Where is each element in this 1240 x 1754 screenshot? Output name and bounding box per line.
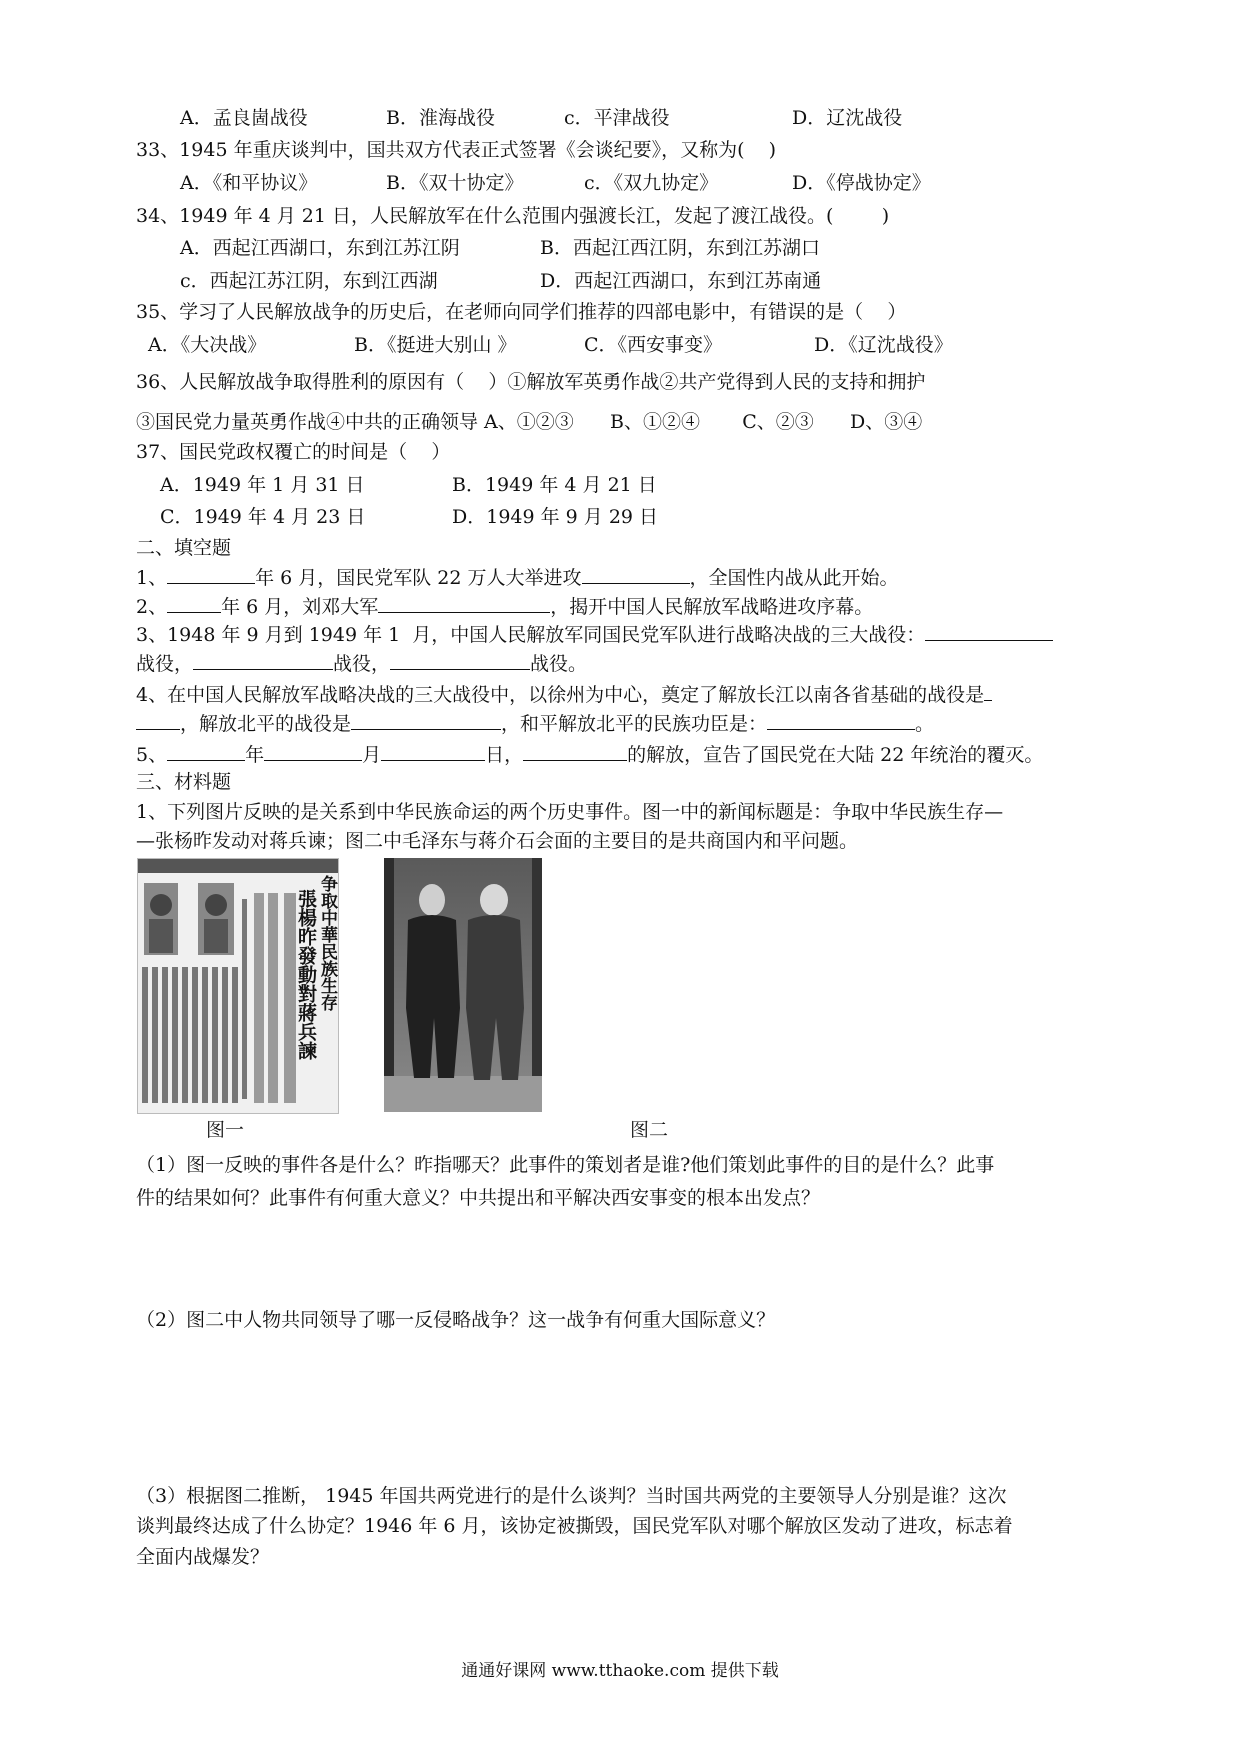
material-intro-line2: —张杨昨发动对蒋兵谏；图二中毛泽东与蒋介石会面的主要目的是共商国内和平问题。 bbox=[136, 830, 859, 852]
q32-option-b: B．淮海战役 bbox=[386, 107, 495, 129]
fill-heading: 二、填空题 bbox=[136, 537, 232, 559]
q37-option-a: A．1949 年 1 月 31 日 bbox=[160, 474, 365, 496]
material-q1-line1: （1）图一反映的事件各是什么？昨指哪天？此事件的策划者是谁?他们策划此事件的目的是什么？此事 bbox=[136, 1154, 995, 1176]
fill-q5-blank3 bbox=[381, 742, 485, 761]
fill-q3-blank2 bbox=[193, 651, 333, 670]
q32-option-c: c．平津战役 bbox=[564, 107, 670, 129]
fill-q1-text3: ，全国性内战从此开始。 bbox=[689, 567, 899, 589]
q37-option-c: C．1949 年 4 月 23 日 bbox=[160, 506, 366, 528]
q33-stem: 33、1945 年重庆谈判中，国共双方代表正式签署《会谈纪要》，又称为( ) bbox=[136, 139, 777, 161]
fill-q1-text1: 1、 bbox=[136, 567, 168, 589]
q35-stem: 35、学习了人民解放战争的历史后，在老师向同学们推荐的四部电影中，有错误的是（ ） bbox=[136, 301, 907, 323]
q35-option-a: A．《大决战》 bbox=[148, 334, 267, 356]
material-intro-line1: 1、下列图片反映的是关系到中华民族命运的两个历史事件。图一中的新闻标题是：争取中华民族生存— bbox=[136, 801, 1004, 823]
fill-q5-text2: 年 bbox=[245, 744, 265, 766]
q35-option-c: C．《西安事变》 bbox=[584, 334, 723, 356]
material-q3-line1: （3）根据图二推断， 1945 年国共两党进行的是什么谈判？当时国共两党的主要领导人分别是谁？这次 bbox=[136, 1485, 1007, 1507]
material-q2: （2）图二中人物共同领导了哪一反侵略战争？这一战争有何重大国际意义？ bbox=[136, 1309, 776, 1331]
q35-option-b: B．《挺进大别山 》 bbox=[354, 334, 517, 356]
fill-q3-line2 bbox=[136, 651, 587, 677]
q32-option-a: A．孟良崮战役 bbox=[180, 107, 308, 129]
fill-q3-text4: 战役。 bbox=[530, 653, 588, 675]
q36-line1: 36、人民解放战争取得胜利的原因有（ ）①解放军英勇作战②共产党得到人民的支持和拥护 bbox=[136, 371, 926, 393]
material-q3-line3: 全面内战爆发？ bbox=[136, 1546, 270, 1568]
q34-option-c: c．西起江苏江阴，东到江西湖 bbox=[180, 270, 438, 292]
q37-option-d: D．1949 年 9 月 29 日 bbox=[452, 506, 659, 528]
fill-q4-text3: ，和平解放北平的民族功臣是： bbox=[501, 713, 768, 735]
fill-q3-text2: 战役， bbox=[136, 653, 194, 675]
q34-stem: 34、1949 年 4 月 21 日，人民解放军在什么范围内强渡长江，发起了渡江战役。( ) bbox=[136, 205, 890, 227]
fill-q3-text1: 3、1948 年 9 月到 1949 年 1 月，中国人民解放军同国民党军队进行战略决战的三大战役： bbox=[136, 624, 926, 646]
fill-q2-text2: 年 6 月，刘邓大军 bbox=[221, 596, 379, 618]
fill-q1-blank2 bbox=[582, 565, 690, 584]
material-heading: 三、材料题 bbox=[136, 771, 232, 793]
q34-option-a: A．西起江西湖口，东到江苏江阴 bbox=[180, 237, 460, 259]
q32-option-d: D．辽沈战役 bbox=[792, 107, 903, 129]
fill-q5-text3: 月 bbox=[362, 744, 382, 766]
fill-q3-blank1 bbox=[925, 622, 1053, 641]
q35-option-d: D．《辽沈战役》 bbox=[814, 334, 953, 356]
q37-option-b: B．1949 年 4 月 21 日 bbox=[452, 474, 657, 496]
fill-q4-line1 bbox=[136, 682, 992, 708]
figure-1-newspaper bbox=[137, 858, 339, 1114]
fill-q5 bbox=[136, 742, 1043, 768]
fill-q1-blank1 bbox=[167, 565, 255, 584]
fill-q4-blank2 bbox=[351, 711, 501, 730]
fill-q5-blank4 bbox=[523, 742, 627, 761]
q34-option-b: B．西起江西江阴，东到江苏湖口 bbox=[540, 237, 820, 259]
fill-q5-text1: 5、 bbox=[136, 744, 168, 766]
q33-option-c: c．《双九协定》 bbox=[584, 172, 719, 194]
fill-q5-blank1 bbox=[167, 742, 245, 761]
page-footer: 通通好课网 www.tthaoke.com 提供下载 bbox=[461, 1661, 779, 1681]
newspaper-headline-1: 争取中華民族生存 bbox=[317, 875, 337, 1011]
q34-option-d: D．西起江西湖口，东到江苏南通 bbox=[540, 270, 822, 292]
fill-q4-blank1b bbox=[136, 711, 180, 730]
fill-q2-blank1 bbox=[167, 594, 221, 613]
fill-q1 bbox=[136, 565, 899, 591]
fill-q3-blank3 bbox=[390, 651, 530, 670]
fill-q5-text5: 的解放，宣告了国民党在大陆 22 年统治的覆灭。 bbox=[627, 744, 1044, 766]
fill-q3-line1 bbox=[136, 622, 1053, 648]
fill-q4-text1: 4、在中国人民解放军战略决战的三大战役中，以徐州为中心，奠定了解放长江以南各省基础的战役是 bbox=[136, 684, 985, 706]
fill-q5-blank2 bbox=[264, 742, 362, 761]
q33-option-d: D．《停战协定》 bbox=[792, 172, 931, 194]
photo-image bbox=[384, 858, 542, 1112]
figure-1-caption: 图一 bbox=[206, 1119, 245, 1141]
fill-q4-line2 bbox=[136, 711, 934, 737]
fill-q2 bbox=[136, 594, 873, 620]
fill-q4-blank1a bbox=[984, 682, 992, 701]
fill-q1-text2: 年 6 月，国民党军队 22 万人大举进攻 bbox=[255, 567, 582, 589]
fill-q4-text4: 。 bbox=[915, 713, 935, 735]
material-q1-line2: 件的结果如何？此事件有何重大意义？中共提出和平解决西安事变的根本出发点？ bbox=[136, 1187, 821, 1209]
material-q3-line2: 谈判最终达成了什么协定？1946 年 6 月，该协定被撕毁，国民党军队对哪个解放区发动了进攻，标志着 bbox=[136, 1515, 1013, 1537]
fill-q2-text1: 2、 bbox=[136, 596, 168, 618]
q36-line2: ③国民党力量英勇作战④中共的正确领导 A、①②③ B、①②④ C、②③ D、③④ bbox=[136, 411, 923, 433]
fill-q5-text4: 日， bbox=[485, 744, 524, 766]
q37-stem: 37、国民党政权覆亡的时间是（ ） bbox=[136, 441, 451, 463]
figure-2-caption: 图二 bbox=[630, 1119, 669, 1141]
fill-q4-text2: ，解放北平的战役是 bbox=[180, 713, 352, 735]
fill-q3-text3: 战役， bbox=[333, 653, 391, 675]
newspaper-headline-2: 張楊昨發動對蔣兵諫 bbox=[295, 889, 317, 1060]
q33-option-a: A．《和平协议》 bbox=[180, 172, 318, 194]
figure-2-photo bbox=[384, 858, 542, 1112]
fill-q2-blank2 bbox=[378, 594, 550, 613]
fill-q4-blank3 bbox=[767, 711, 915, 730]
q33-option-b: B．《双十协定》 bbox=[386, 172, 524, 194]
fill-q2-text3: ，揭开中国人民解放军战略进攻序幕。 bbox=[550, 596, 874, 618]
